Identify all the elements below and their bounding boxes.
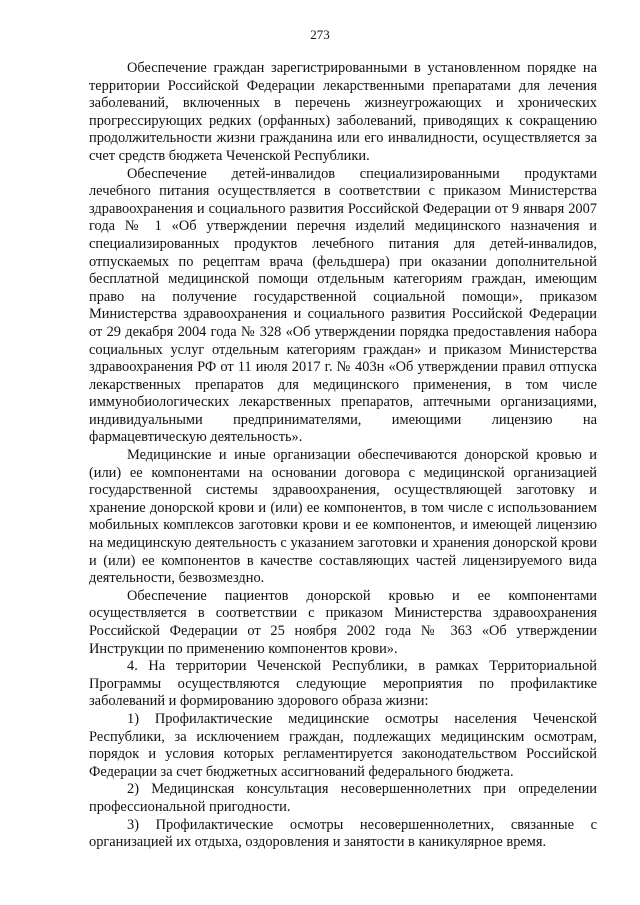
paragraph-disabled-children-nutrition: Обеспечение детей-инвалидов специализированными продуктами лечебного питания осуществляется в соответствии с приказом Министерства здравоохранения и социального развития Российской Федерации от 9 января 2007 года № 1 «Об утверждении перечня изделий медицинского назначения и специализированных продуктов лечебного питания для детей-инвалидов, отпускаемых по рецептам врача (фельдшера) при оказании дополнительной бесплатной медицинской помощи отдельным категориям граждан, имеющим право на получение государственной социальной помощи», приказом Министерства здравоохранения и социального развития Российской Федерации от 29 декабря 2004 года № 328 «Об утверждении порядка предоставления набора социальных услуг отдельным категориям граждан» и приказом Министерства здравоохранения РФ от 11 июля 2017 г. № 403н «Об утверждении правил отпуска лекарственных препаратов для медицинского применения, в том числе иммунобиологических лекарственных препаратов, аптечными организациями, индивидуальными предпринимателями, имеющими лицензию на фармацевтическую деятельность». [89,165,597,446]
paragraph-orphan-drugs: Обеспечение граждан зарегистрированными в установленном порядке на территории Российской Федерации лекарственными препаратами для лечения заболеваний, включенных в перечень жизнеугрожающих и хронических прогрессирующих редких (орфанных) заболеваний, приводящих к сокращению продолжительности жизни гражданина или его инвалидности, осуществляется за счет средств бюджета Чеченской Республики. [89,60,597,164]
list-item-minors-exams: 3) Профилактические осмотры несовершеннолетних, связанные с организацией их отдыха, оздоровления и занятости в каникулярное время. [89,816,597,851]
paragraph-donor-blood-organizations: Медицинские и иные организации обеспечиваются донорской кровью и (или) ее компонентами на основании договора с медицинской организацией государственной системы здравоохранения, осуществляющей заготовку и хранение донорской крови и (или) ее компонентов, в том числе с использованием мобильных комплексов заготовки крови и ее компонентов, и имеющей лицензию на медицинскую деятельность с указанием заготовки и хранения донорской крови и (или) ее компонентов в качестве составляющих частей лицензируемого вида деятельности, безвозмездно. [89,447,597,587]
document-body [89,60,597,852]
list-item-minors-consultation: 2) Медицинская консультация несовершеннолетних при определении профессиональной пригодности. [89,781,597,815]
list-item-preventive-exams: 1) Профилактические медицинские осмотры населения Чеченской Республики, за исключением граждан, подлежащих медицинским осмотрам, порядок и условия которых регламентируется законодательством Российской Федерации за счет бюджетных ассигнований федерального бюджета. [89,710,597,780]
page-number: 273 [310,27,330,42]
paragraph-prevention-measures: 4. На территории Чеченской Республики, в рамках Территориальной Программы осуществляются следующие мероприятия по профилактике заболеваний и формированию здорового образа жизни: [89,658,597,710]
paragraph-donor-blood-patients: Обеспечение пациентов донорской кровью и ее компонентами осуществляется в соответствии с приказом Министерства здравоохранения Российской Федерации от 25 ноября 2002 года № 363 «Об утверждении Инструкции по применению компонентов крови». [89,587,597,657]
